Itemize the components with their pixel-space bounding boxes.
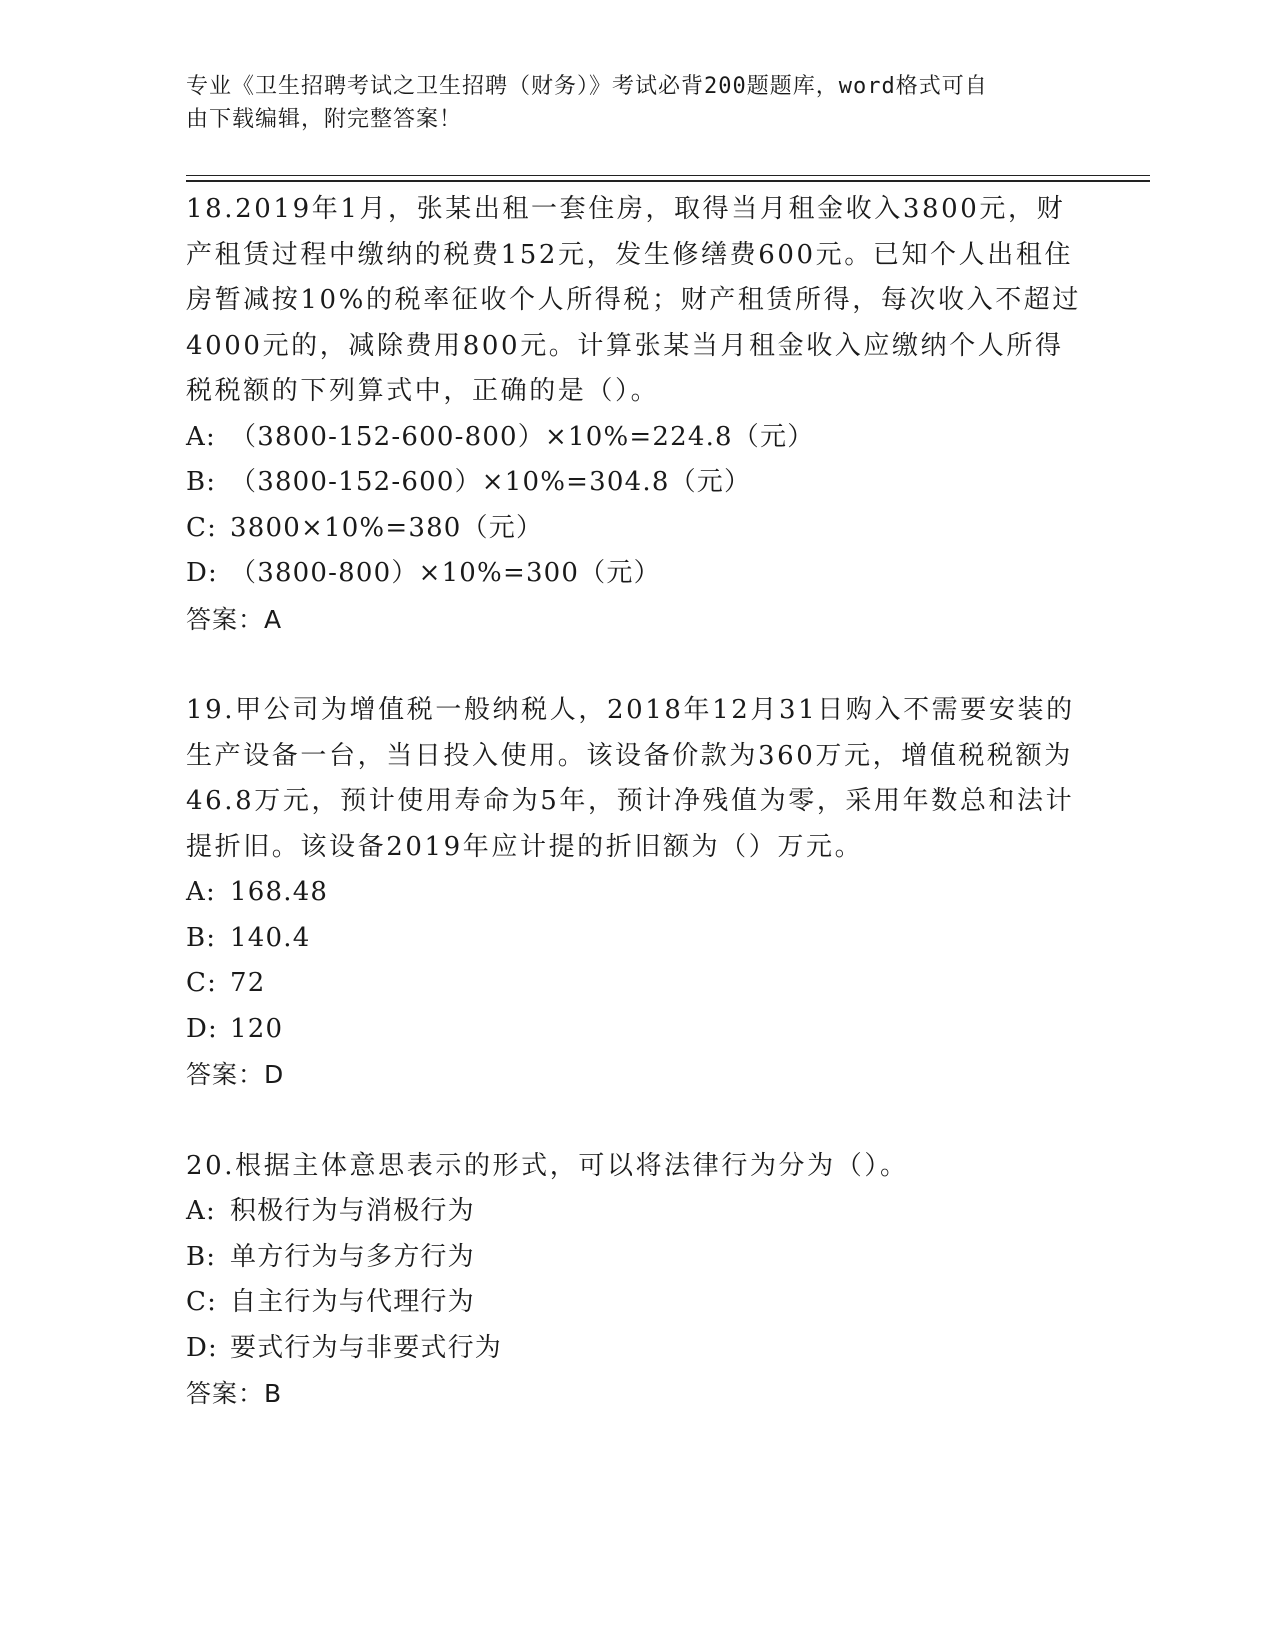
- question-20: [186, 1144, 1086, 1417]
- option-d: [186, 1326, 1086, 1372]
- option-text: 72: [230, 968, 266, 998]
- option-a: [186, 870, 1086, 916]
- option-text: （3800-152-600-800）×10%=224.8（元）: [230, 421, 815, 452]
- option-letter: D:: [186, 558, 219, 588]
- question-stem: 20.根据主体意思表示的形式，可以将法律行为分为（）。: [186, 1150, 909, 1181]
- option-c: [186, 506, 1086, 552]
- answer-line: 答案：A: [186, 604, 283, 634]
- option-b: [186, 1235, 1086, 1281]
- header-divider-thin: [186, 175, 1150, 176]
- option-d: [186, 1007, 1086, 1053]
- option-a: [186, 415, 1086, 461]
- option-d: [186, 551, 1086, 597]
- document-header: [186, 70, 1066, 136]
- question-18: [186, 187, 1086, 642]
- option-b: [186, 916, 1086, 962]
- option-b: [186, 460, 1086, 506]
- option-c: [186, 1280, 1086, 1326]
- option-text: （3800-800）×10%=300（元）: [230, 558, 661, 588]
- option-text: 单方行为与多方行为: [230, 1241, 475, 1272]
- question-stem: 18.2019年1月，张某出租一套住房，取得当月租金收入3800元，财产租赁过程中缴纳的税费152元，发生修缮费600元。已知个人出租住房暂减按10%的税率征收个人所得税；财产租赁所得，每次收入不超过4000元的，减除费用800元。计算张某当月租金收入应缴纳个人所得税税额的下列算式中，正确的是（）。: [186, 194, 1081, 406]
- option-letter: C:: [186, 1287, 218, 1317]
- option-text: 要式行为与非要式行为: [230, 1332, 503, 1363]
- question-spacer: [186, 642, 1086, 688]
- answer-line: 答案：D: [186, 1060, 285, 1089]
- option-text: 3800×10%=380（元）: [230, 512, 544, 543]
- question-19: [186, 688, 1086, 1098]
- option-letter: D:: [186, 1332, 219, 1363]
- option-letter: A:: [186, 1196, 216, 1226]
- option-text: 168.48: [230, 877, 329, 907]
- option-text: 140.4: [230, 922, 311, 953]
- option-letter: C:: [186, 512, 218, 543]
- answer-line: 答案：B: [186, 1379, 283, 1408]
- header-line-2: 由下载编辑，附完整答案！: [186, 107, 463, 132]
- option-c: [186, 961, 1086, 1007]
- option-letter: A:: [186, 421, 216, 452]
- header-line-1: 专业《卫生招聘考试之卫生招聘（财务）》考试必背200题题库，word格式可自: [186, 74, 988, 99]
- question-list: [186, 187, 1086, 1417]
- option-a: [186, 1189, 1086, 1235]
- option-letter: D:: [186, 1013, 219, 1044]
- option-letter: B:: [186, 1241, 217, 1272]
- option-text: 自主行为与代理行为: [230, 1287, 475, 1317]
- option-letter: B:: [186, 467, 217, 497]
- option-letter: A:: [186, 877, 216, 907]
- option-text: 120: [230, 1013, 284, 1044]
- header-divider-thick: [186, 180, 1150, 182]
- question-stem: 19.甲公司为增值税一般纳税人，2018年12月31日购入不需要安装的生产设备一台，当日投入使用。该设备价款为360万元，增值税税额为46.8万元，预计使用寿命为5年，预计净残值为零，采用年数总和法计提折旧。该设备2019年应计提的折旧额为（）万元。: [186, 695, 1075, 862]
- option-letter: B:: [186, 922, 217, 953]
- option-text: 积极行为与消极行为: [230, 1196, 475, 1226]
- question-spacer: [186, 1098, 1086, 1144]
- option-letter: C:: [186, 968, 218, 998]
- option-text: （3800-152-600）×10%=304.8（元）: [230, 467, 752, 497]
